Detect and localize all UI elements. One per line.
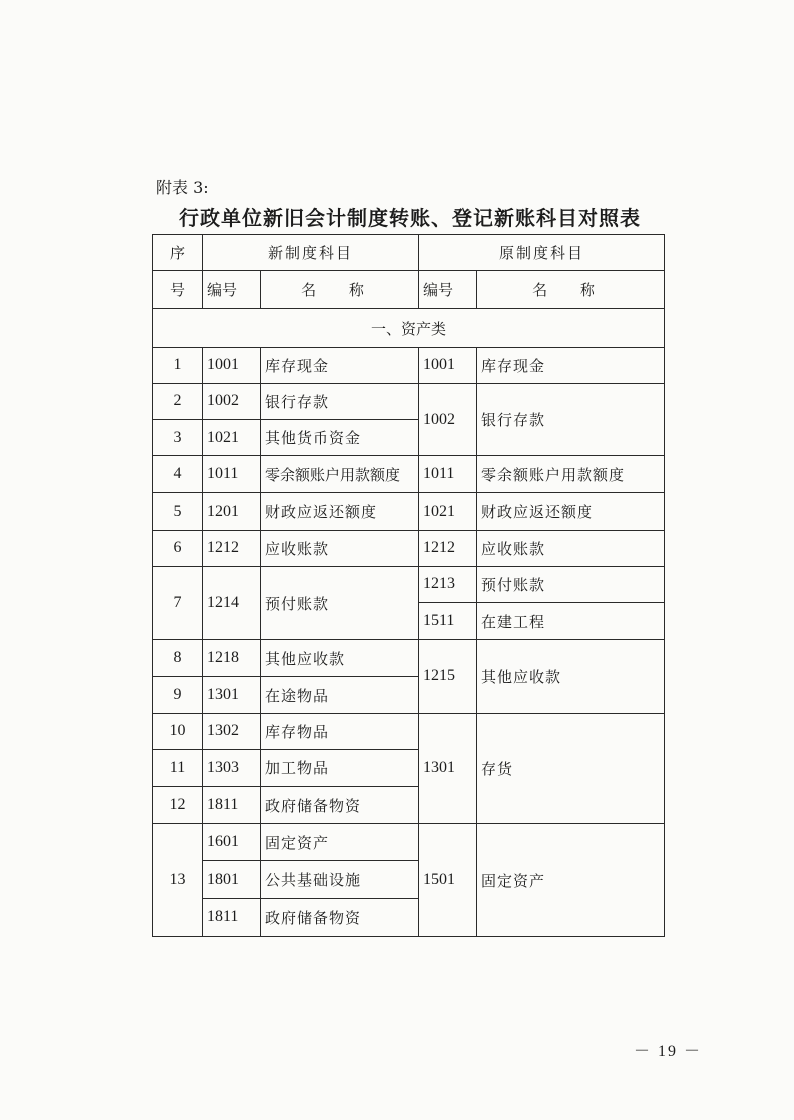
seq-cell: 1 (153, 347, 203, 383)
old-code-cell: 1021 (419, 493, 477, 530)
new-name-cell: 其他货币资金 (261, 420, 419, 456)
old-code-cell: 1213 (419, 566, 477, 602)
new-code-cell: 1303 (203, 749, 261, 786)
new-code-cell: 1212 (203, 530, 261, 566)
old-name-cell: 财政应返还额度 (477, 493, 665, 530)
new-code-cell: 1218 (203, 640, 261, 677)
old-code-cell: 1301 (419, 713, 477, 824)
new-code-header: 编号 (203, 271, 261, 309)
new-system-header: 新制度科目 (203, 235, 419, 271)
new-code-cell: 1011 (203, 456, 261, 493)
old-name-cell: 应收账款 (477, 530, 665, 566)
old-system-header: 原制度科目 (419, 235, 665, 271)
new-name-cell: 零余额账户用款额度 (261, 456, 419, 493)
new-name-cell: 银行存款 (261, 383, 419, 419)
seq-cell: 3 (153, 420, 203, 456)
old-name-cell: 预付账款 (477, 566, 665, 602)
seq-cell: 11 (153, 749, 203, 786)
old-code-cell: 1215 (419, 640, 477, 713)
seq-header-top: 序 (153, 235, 203, 271)
new-code-cell: 1001 (203, 347, 261, 383)
seq-cell: 7 (153, 566, 203, 639)
new-name-cell: 库存现金 (261, 347, 419, 383)
table-row (153, 493, 665, 530)
new-code-cell: 1811 (203, 787, 261, 824)
old-name-cell: 库存现金 (477, 347, 665, 383)
old-code-cell: 1212 (419, 530, 477, 566)
old-name-cell: 固定资产 (477, 824, 665, 937)
new-name-cell: 预付账款 (261, 566, 419, 639)
old-name-header: 名 称 (477, 271, 665, 309)
new-code-cell: 1801 (203, 861, 261, 898)
table-row (153, 824, 665, 861)
new-code-cell: 1601 (203, 824, 261, 861)
new-code-cell: 1811 (203, 898, 261, 936)
attachment-label: 附表 3: (156, 178, 209, 197)
old-code-cell: 1501 (419, 824, 477, 937)
new-name-cell: 公共基础设施 (261, 861, 419, 898)
seq-cell: 6 (153, 530, 203, 566)
seq-cell: 2 (153, 383, 203, 419)
account-mapping-table (152, 234, 665, 937)
new-code-cell: 1201 (203, 493, 261, 530)
old-code-cell: 1511 (419, 603, 477, 640)
table-row (153, 566, 665, 602)
new-name-cell: 其他应收款 (261, 640, 419, 677)
table-row (153, 383, 665, 419)
seq-cell: 9 (153, 677, 203, 713)
new-name-cell: 加工物品 (261, 749, 419, 786)
old-code-cell: 1002 (419, 383, 477, 455)
new-name-cell: 库存物品 (261, 713, 419, 749)
old-name-cell: 零余额账户用款额度 (477, 456, 665, 493)
old-name-cell: 银行存款 (477, 383, 665, 455)
new-code-cell: 1021 (203, 420, 261, 456)
old-code-header: 编号 (419, 271, 477, 309)
old-name-cell: 在建工程 (477, 603, 665, 640)
table-row (153, 347, 665, 383)
seq-cell: 13 (153, 824, 203, 937)
page-number: － 19 － (634, 1043, 703, 1060)
new-name-cell: 政府储备物资 (261, 898, 419, 936)
seq-cell: 5 (153, 493, 203, 530)
new-name-cell: 应收账款 (261, 530, 419, 566)
table-row (153, 640, 665, 677)
old-name-cell: 存货 (477, 713, 665, 824)
table-row (153, 456, 665, 493)
section-heading: 一、资产类 (153, 309, 665, 347)
new-code-cell: 1214 (203, 566, 261, 639)
seq-cell: 12 (153, 787, 203, 824)
table-row (153, 713, 665, 749)
new-name-cell: 固定资产 (261, 824, 419, 861)
seq-cell: 10 (153, 713, 203, 749)
old-name-cell: 其他应收款 (477, 640, 665, 713)
seq-cell: 8 (153, 640, 203, 677)
old-code-cell: 1001 (419, 347, 477, 383)
new-code-cell: 1002 (203, 383, 261, 419)
old-code-cell: 1011 (419, 456, 477, 493)
table-row (153, 530, 665, 566)
new-code-cell: 1301 (203, 677, 261, 713)
new-name-cell: 在途物品 (261, 677, 419, 713)
new-name-cell: 财政应返还额度 (261, 493, 419, 530)
document-title: 行政单位新旧会计制度转账、登记新账科目对照表 (179, 206, 641, 230)
new-name-cell: 政府储备物资 (261, 787, 419, 824)
new-name-header: 名 称 (261, 271, 419, 309)
seq-cell: 4 (153, 456, 203, 493)
seq-header-bottom: 号 (153, 271, 203, 309)
new-code-cell: 1302 (203, 713, 261, 749)
